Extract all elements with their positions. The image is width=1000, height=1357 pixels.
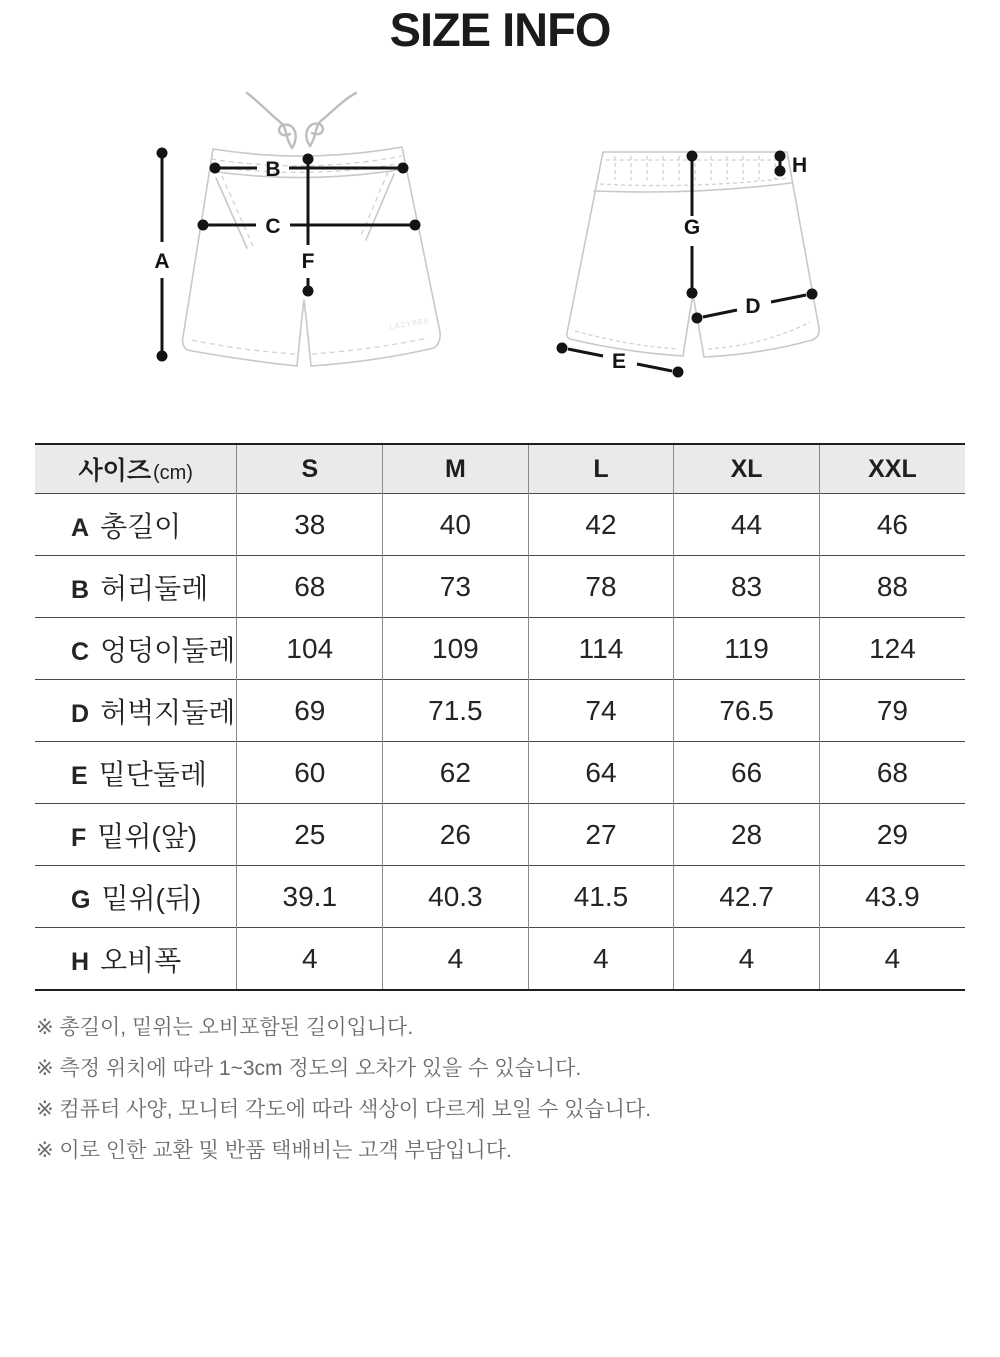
row-key: F bbox=[71, 823, 87, 852]
cell-value: 76.5 bbox=[674, 680, 820, 742]
measure-h bbox=[775, 151, 786, 177]
table-row bbox=[35, 680, 965, 742]
cell-value: 88 bbox=[819, 556, 965, 618]
cell-value: 124 bbox=[819, 618, 965, 680]
row-key: B bbox=[71, 575, 90, 604]
cell-value: 39.1 bbox=[237, 866, 383, 928]
measure-d-label: D bbox=[745, 295, 761, 318]
cell-value: 44 bbox=[674, 494, 820, 556]
cell-value: 42.7 bbox=[674, 866, 820, 928]
footnote-line: ※ 측정 위치에 따라 1~3cm 정도의 오차가 있을 수 있습니다. bbox=[36, 1057, 582, 1080]
cell-value: 42 bbox=[528, 494, 674, 556]
measure-a-label: A bbox=[154, 250, 170, 273]
row-label: 밑위(앞) bbox=[97, 820, 198, 852]
cell-value: 109 bbox=[383, 618, 529, 680]
drawstrings bbox=[247, 93, 356, 148]
header-col-s: S bbox=[237, 444, 383, 494]
row-key: C bbox=[71, 637, 90, 666]
measure-b-label: B bbox=[265, 158, 281, 181]
table-row bbox=[35, 618, 965, 680]
cell-value: 40.3 bbox=[383, 866, 529, 928]
table-row bbox=[35, 928, 965, 991]
cell-value: 60 bbox=[237, 742, 383, 804]
header-size-unit: (cm) bbox=[152, 462, 193, 484]
row-label-cell bbox=[35, 556, 237, 618]
row-key: H bbox=[71, 947, 90, 976]
row-label-cell bbox=[35, 866, 237, 928]
header-size-label: 사이즈 bbox=[78, 457, 151, 485]
row-label: 밑위(뒤) bbox=[101, 882, 202, 914]
measure-c-label: C bbox=[265, 215, 281, 238]
cell-value: 62 bbox=[383, 742, 529, 804]
cell-value: 119 bbox=[674, 618, 820, 680]
row-label-cell bbox=[35, 928, 237, 991]
header-col-m: M bbox=[383, 444, 529, 494]
row-key: D bbox=[71, 699, 90, 728]
cell-value: 73 bbox=[383, 556, 529, 618]
cell-value: 78 bbox=[528, 556, 674, 618]
cell-value: 71.5 bbox=[383, 680, 529, 742]
row-label-cell bbox=[35, 494, 237, 556]
cell-value: 4 bbox=[528, 928, 674, 991]
table-row bbox=[35, 494, 965, 556]
cell-value: 68 bbox=[237, 556, 383, 618]
cell-value: 66 bbox=[674, 742, 820, 804]
cell-value: 28 bbox=[674, 804, 820, 866]
header-col-l: L bbox=[528, 444, 674, 494]
cell-value: 4 bbox=[383, 928, 529, 991]
table-row bbox=[35, 866, 965, 928]
header-col-xl: XL bbox=[674, 444, 820, 494]
footnote-line: ※ 총길이, 밑위는 오비포함된 길이입니다. bbox=[36, 1016, 414, 1039]
cell-value: 74 bbox=[528, 680, 674, 742]
shorts-back-diagram bbox=[530, 90, 910, 390]
size-table bbox=[35, 443, 965, 991]
cell-value: 114 bbox=[528, 618, 674, 680]
footnote-line: ※ 이로 인한 교환 및 반품 택배비는 고객 부담입니다. bbox=[36, 1139, 512, 1162]
row-label: 총길이 bbox=[100, 510, 182, 542]
table-row bbox=[35, 556, 965, 618]
row-label-cell bbox=[35, 618, 237, 680]
table-header-row bbox=[35, 444, 965, 494]
cell-value: 83 bbox=[674, 556, 820, 618]
row-key: G bbox=[71, 885, 91, 914]
table-row bbox=[35, 804, 965, 866]
cell-value: 4 bbox=[819, 928, 965, 991]
footnote-line: ※ 컴퓨터 사양, 모니터 각도에 따라 색상이 다르게 보일 수 있습니다. bbox=[36, 1098, 652, 1121]
cell-value: 104 bbox=[237, 618, 383, 680]
row-label: 엉덩이둘레 bbox=[100, 634, 236, 666]
header-size bbox=[35, 444, 237, 494]
table-row bbox=[35, 742, 965, 804]
cell-value: 41.5 bbox=[528, 866, 674, 928]
measure-e-label: E bbox=[611, 350, 627, 373]
brand-logo: LAZYBEE bbox=[388, 315, 431, 332]
cell-value: 25 bbox=[237, 804, 383, 866]
row-key: E bbox=[71, 761, 88, 790]
measure-h-label: H bbox=[792, 154, 808, 177]
cell-value: 40 bbox=[383, 494, 529, 556]
row-label: 허리둘레 bbox=[100, 572, 209, 604]
cell-value: 38 bbox=[237, 494, 383, 556]
row-label: 밑단둘레 bbox=[98, 758, 207, 790]
cell-value: 64 bbox=[528, 742, 674, 804]
measure-g-label: G bbox=[683, 216, 701, 239]
row-label: 허벅지둘레 bbox=[100, 696, 236, 728]
footnotes bbox=[36, 1007, 966, 1171]
cell-value: 68 bbox=[819, 742, 965, 804]
cell-value: 4 bbox=[237, 928, 383, 991]
row-label-cell bbox=[35, 804, 237, 866]
cell-value: 46 bbox=[819, 494, 965, 556]
row-label: 오비폭 bbox=[100, 944, 182, 976]
header-col-xxl: XXL bbox=[819, 444, 965, 494]
row-label-cell bbox=[35, 680, 237, 742]
cell-value: 69 bbox=[237, 680, 383, 742]
measure-f-label: F bbox=[301, 250, 315, 273]
cell-value: 27 bbox=[528, 804, 674, 866]
row-label-cell bbox=[35, 742, 237, 804]
cell-value: 4 bbox=[674, 928, 820, 991]
row-key: A bbox=[71, 513, 90, 542]
cell-value: 79 bbox=[819, 680, 965, 742]
cell-value: 26 bbox=[383, 804, 529, 866]
cell-value: 43.9 bbox=[819, 866, 965, 928]
shorts-front-diagram bbox=[130, 90, 510, 390]
page-title: SIZE INFO bbox=[389, 3, 611, 56]
cell-value: 29 bbox=[819, 804, 965, 866]
